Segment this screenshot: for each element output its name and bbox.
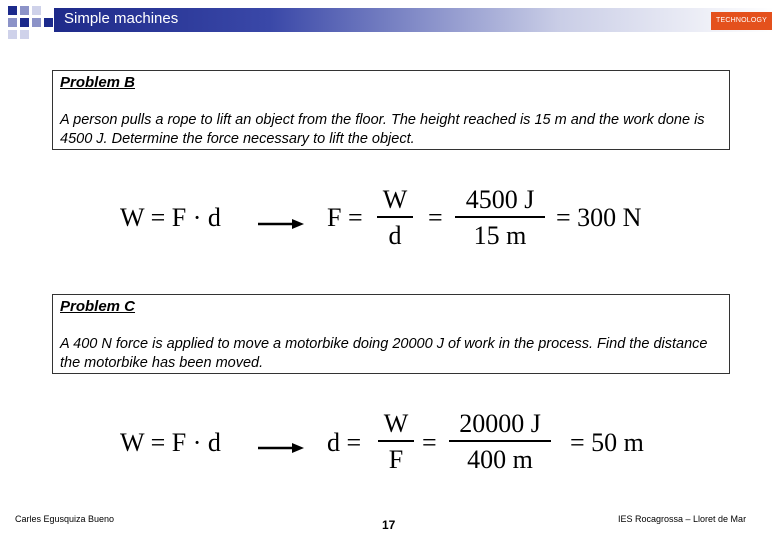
fraction-denominator: 15 m: [473, 221, 527, 250]
footer-author: Carles Egusquiza Bueno: [15, 514, 115, 524]
problem-b-result: = 300 N: [556, 203, 642, 232]
fraction-denominator: F: [388, 445, 404, 474]
problem-c-result: = 50 m: [570, 428, 644, 457]
fraction-numerator: 4500 J: [465, 185, 535, 214]
problem-b-fraction-2: [455, 185, 545, 251]
decor-square: [44, 18, 53, 27]
problem-c-box: [52, 294, 730, 374]
decor-square: [20, 30, 29, 39]
fraction-denominator: 400 m: [467, 445, 533, 474]
decor-square: [32, 18, 41, 27]
decor-square: [20, 6, 29, 15]
slide-header: [0, 0, 780, 44]
fraction-bar: [455, 216, 545, 218]
arrow-icon: [258, 442, 304, 454]
problem-b-text: A person pulls a rope to lift an object from the floor. The height reached is 15 m and the work done is 4500 J. Determine the force necessary to lift the object.: [60, 112, 705, 147]
page-number: 17: [382, 518, 396, 532]
problem-c-text: A 400 N force is applied to move a motorbike doing 20000 J of work in the process. Find the distance the motorbike has been moved.: [60, 336, 708, 371]
arrow-icon: [258, 218, 304, 230]
decor-square: [32, 6, 41, 15]
problem-b-equals: =: [428, 203, 443, 232]
slide-title: Simple machines: [64, 10, 179, 27]
decor-square: [8, 18, 17, 27]
problem-b-solve-prefix: F =: [327, 203, 363, 232]
decor-square: [8, 6, 17, 15]
fraction-numerator: W: [382, 185, 408, 214]
problem-b-box: [52, 70, 730, 150]
problem-c-title: Problem C: [60, 298, 136, 315]
problem-c-fraction-1: [378, 409, 414, 475]
technology-badge: TECHNOLOGY: [711, 12, 772, 30]
problem-c-equals: =: [422, 428, 437, 457]
problem-c-fraction-2: [449, 409, 551, 475]
fraction-bar: [449, 440, 551, 442]
fraction-bar: [378, 440, 414, 442]
problem-c-solve-prefix: d =: [327, 428, 362, 457]
decor-square: [8, 30, 17, 39]
fraction-bar: [377, 216, 413, 218]
decor-square: [20, 18, 29, 27]
footer-school: IES Rocagrossa – Lloret de Mar: [618, 514, 747, 524]
problem-b-fraction-1: [377, 185, 413, 251]
problem-b-title: Problem B: [60, 74, 136, 91]
fraction-numerator: 20000 J: [459, 409, 541, 438]
problem-b-formula: W = F · d: [120, 203, 221, 232]
fraction-denominator: d: [388, 221, 402, 250]
problem-c-formula: W = F · d: [120, 428, 221, 457]
fraction-numerator: W: [383, 409, 409, 438]
